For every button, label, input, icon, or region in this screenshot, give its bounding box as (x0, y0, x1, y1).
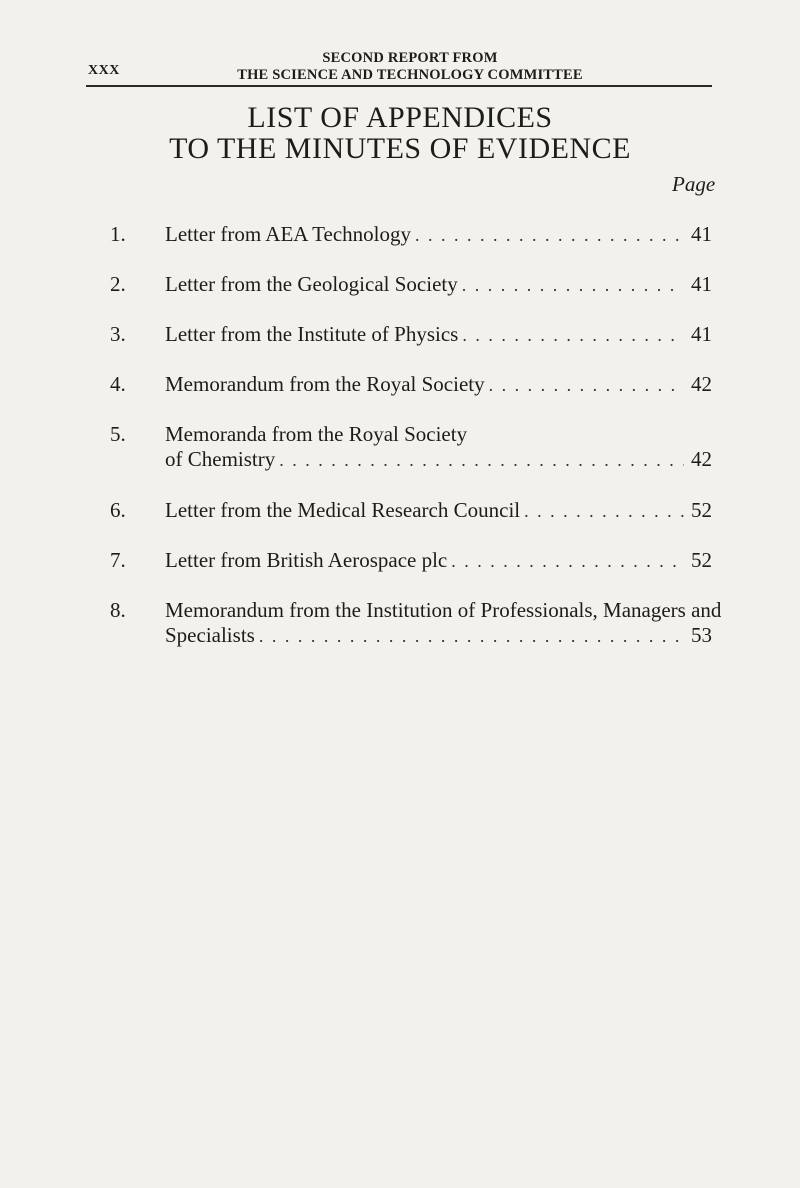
running-head-line-2: THE SCIENCE AND TECHNOLOGY COMMITTEE (237, 67, 583, 83)
entry-number: 1. (110, 222, 126, 246)
entry-title: Memorandum from the Royal Society (165, 372, 485, 396)
entry-title-line-2: Specialists (165, 623, 255, 647)
header-rule (86, 85, 712, 87)
entry-number: 6. (110, 498, 126, 522)
entry-title: Letter from British Aerospace plc (165, 548, 448, 572)
entry-page: 53 (691, 623, 712, 647)
leader-dots (259, 624, 684, 649)
leader-dots (524, 499, 684, 524)
running-head (200, 50, 620, 84)
entry-number: 4. (110, 372, 126, 396)
entry-title: Letter from AEA Technology (165, 222, 412, 246)
entry-title: Letter from the Institute of Physics (165, 322, 459, 346)
entry-number: 2. (110, 272, 126, 296)
entry-title-line-2: of Chemistry (165, 447, 276, 471)
leader-dots (451, 549, 684, 574)
page-column-label: Page (672, 172, 716, 196)
entry-title: Letter from the Geological Society (165, 272, 458, 296)
running-head-line-1: SECOND REPORT FROM (322, 50, 498, 66)
entry-page: 41 (691, 272, 712, 296)
entry-number: 3. (110, 322, 126, 346)
entry-title: Letter from the Medical Research Council (165, 498, 521, 522)
entry-title-line-1: Memoranda from the Royal Society (165, 422, 468, 446)
leader-dots (415, 223, 684, 248)
leader-dots (462, 323, 684, 348)
entry-page: 41 (691, 322, 712, 346)
leader-dots (279, 448, 684, 473)
entry-page: 52 (691, 548, 712, 572)
page-title (150, 102, 650, 164)
entry-number: 5. (110, 422, 126, 446)
entry-title-line-1: Memorandum from the Institution of Professionals, Managers and (165, 598, 722, 622)
title-line-2: TO THE MINUTES OF EVIDENCE (169, 132, 631, 165)
leader-dots (462, 273, 684, 298)
entry-number: 7. (110, 548, 126, 572)
page-number: XXX (88, 63, 120, 78)
entry-number: 8. (110, 598, 126, 622)
entry-page: 52 (691, 498, 712, 522)
title-line-1: LIST OF APPENDICES (247, 101, 553, 134)
leader-dots (489, 373, 684, 398)
entry-page: 42 (691, 372, 712, 396)
entry-page: 41 (691, 222, 712, 246)
entry-page: 42 (691, 447, 712, 471)
